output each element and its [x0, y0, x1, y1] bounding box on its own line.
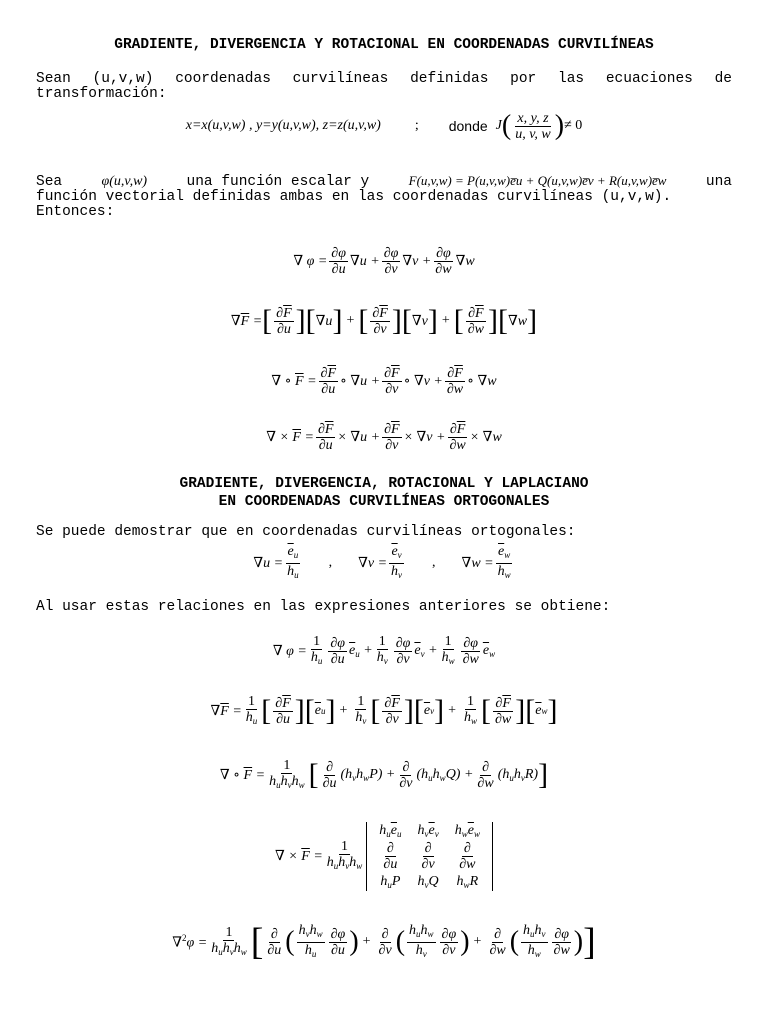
- curl-formula: ∇ × $\overline{F}$ = $\frac{\partial\overline{F}}{\partial u}$ × ∇u + $\frac{\partial\overline{F}}{\partial v}$ × ∇v + $\frac{\partial\overline{F}}{\partial w}$ × ∇w: [266, 421, 502, 453]
- curl-determinant: $h_u\overline{e}_u$ $h_v\overline{e}_v$ $h_w\overline{e}_w$ $\frac{\partial}{\partial u}$ $\frac{\partial}{\partial v}$ $\frac{\partial}{\partial w}$ $h_uP$ $h_vQ$ $h_wR$: [366, 822, 493, 891]
- definition-line-2: función vectorial definidas ambas en las coordenadas curvilíneas (u,v,w).: [36, 189, 672, 205]
- orthogonal-paragraph: Se puede demostrar que en coordenadas curvilíneas ortogonales:: [36, 524, 576, 540]
- laplacian-formula: ∇$^2$φ = $\frac{1}{h_uh_vh_w}$ [ $\frac{\partial}{\partial u}$ ( $\frac{h_vh_w}{h_u}$ $\frac{\partial\varphi}{\partial u}$ ) + $\frac{\partial}{\partial v}$ ( $\frac{h_uh_w}{h_v}$ $\frac{\partial\varphi}{\partial v}$ ) + $\frac{\partial}{\partial w}$ ( $\frac{h_uh_v}{h_w}$ $\frac{\partial\varphi}{\partial w}$ ) ]: [172, 921, 596, 963]
- unit-vector-relations: ∇u = $\frac{\overline{e}_u}{h_u}$ , ∇v = $\frac{\overline{e}_v}{h_v}$ , ∇w = $\frac{\overline{e}_w}{h_w}$: [253, 543, 511, 580]
- una-word: una: [705, 174, 732, 190]
- phi-def: φ(u,v,w): [101, 174, 148, 189]
- transformation-equations: x=x(u,v,w) , y=y(u,v,w), z=z(u,v,w) ; donde J ( $\frac{x, y, z}{u, v, w}$ ) ≠ 0: [185, 110, 583, 142]
- gradient-formula: ∇ φ = $\frac{\partial\varphi}{\partial u}$ ∇u + $\frac{\partial\varphi}{\partial v}$ ∇v + $\frac{\partial\varphi}{\partial w}$ ∇w: [293, 245, 475, 277]
- definition-paragraph: [36, 173, 732, 220]
- vector-gradient-formula: $\nabla\overline{F}$ = [ $\frac{\partial\overline{F}}{\partial u}$ ] [ ∇u ] + [ $\frac{\partial\overline{F}}{\partial v}$ ] [ ∇v ] + [ $\frac{\partial\overline{F}}{\partial w}$ ] [ ∇w ]: [230, 304, 538, 337]
- semicolon: ;: [414, 118, 419, 133]
- definition-line-3: Entonces:: [36, 204, 115, 220]
- orthogonal-vector-gradient-formula: $\nabla\overline{F}$ = $\frac{1}{h_u}$ [ $\frac{\partial\overline{F}}{\partial u}$ ] [ $\overline{e}$ u ] + $\frac{1}{h_v}$ [ $\frac{\partial\overline{F}}{\partial v}$ ] [ $\overline{e}$ v ] + $\frac{1}{h_w}$ [ $\frac{\partial\overline{F}}{\partial w}$ ] [ $\overline{e}$ w ]: [210, 693, 558, 727]
- section-title-2-line-2: EN COORDENADAS CURVILÍNEAS ORTOGONALES: [218, 494, 550, 510]
- result-paragraph: Al usar estas relaciones en las expresiones anteriores se obtiene:: [36, 599, 611, 615]
- sea-word: Sea: [36, 174, 63, 190]
- jacobian-neq: ≠ 0: [564, 118, 583, 133]
- section-title-1: GRADIENTE, DIVERGENCIA Y ROTACIONAL EN COORDENADAS CURVILÍNEAS: [114, 37, 654, 53]
- donde-label: donde: [448, 118, 488, 134]
- orthogonal-gradient-formula: ∇ φ = $\frac{1}{h_u}$ $\frac{\partial\varphi}{\partial u}$ $\overline{e}_u$ + $\frac{1}{h_v}$ $\frac{\partial\varphi}{\partial v}$ $\overline{e}_v$ + $\frac{1}{h_w}$ $\frac{\partial\varphi}{\partial w}$ $\overline{e}_w$: [272, 633, 496, 667]
- orthogonal-curl-formula: ∇ × $\overline{F}$ = $\frac{1}{h_uh_vh_w}$ $h_u\overline{e}_u$ $h_v\overline{e}_v$ $h_w\overline{e}_w$ $\frac{\partial}{\partial u}$ $\frac{\partial}{\partial v}$ $\frac{\partial}{\partial w}$ $h_uP$ $h_vQ$ $h_wR$: [0, 812, 768, 900]
- intro-paragraph: Sean (u,v,w) coordenadas curvilíneas definidas por las ecuaciones de transformación:: [36, 71, 732, 102]
- jacobian: J: [495, 118, 502, 133]
- divergence-formula: ∇ ∘ $\overline{F}$ = $\frac{\partial\overline{F}}{\partial u}$ ∘ ∇u + $\frac{\partial\overline{F}}{\partial v}$ ∘ ∇v + $\frac{\partial\overline{F}}{\partial w}$ ∘ ∇w: [271, 365, 497, 397]
- section-title-2-line-1: GRADIENTE, DIVERGENCIA, ROTACIONAL Y LAPLACIANO: [179, 476, 589, 492]
- scalar-phrase: una función escalar y: [186, 174, 370, 190]
- transformation-text: x=x(u,v,w) , y=y(u,v,w), z=z(u,v,w): [185, 118, 381, 133]
- vector-field-def: F(u,v,w) = P(u,v,w)e̅u + Q(u,v,w)e̅v + R(u,v,w)e̅w: [408, 173, 667, 188]
- orthogonal-divergence-formula: ∇ ∘ $\overline{F}$ = $\frac{1}{h_uh_vh_w}$ [ $\frac{\partial}{\partial u}$ $(h_vh_wP)$ + $\frac{\partial}{\partial v}$ $(h_uh_wQ)$ + $\frac{\partial}{\partial w}$ $(h_uh_vR)$ ]: [219, 757, 549, 791]
